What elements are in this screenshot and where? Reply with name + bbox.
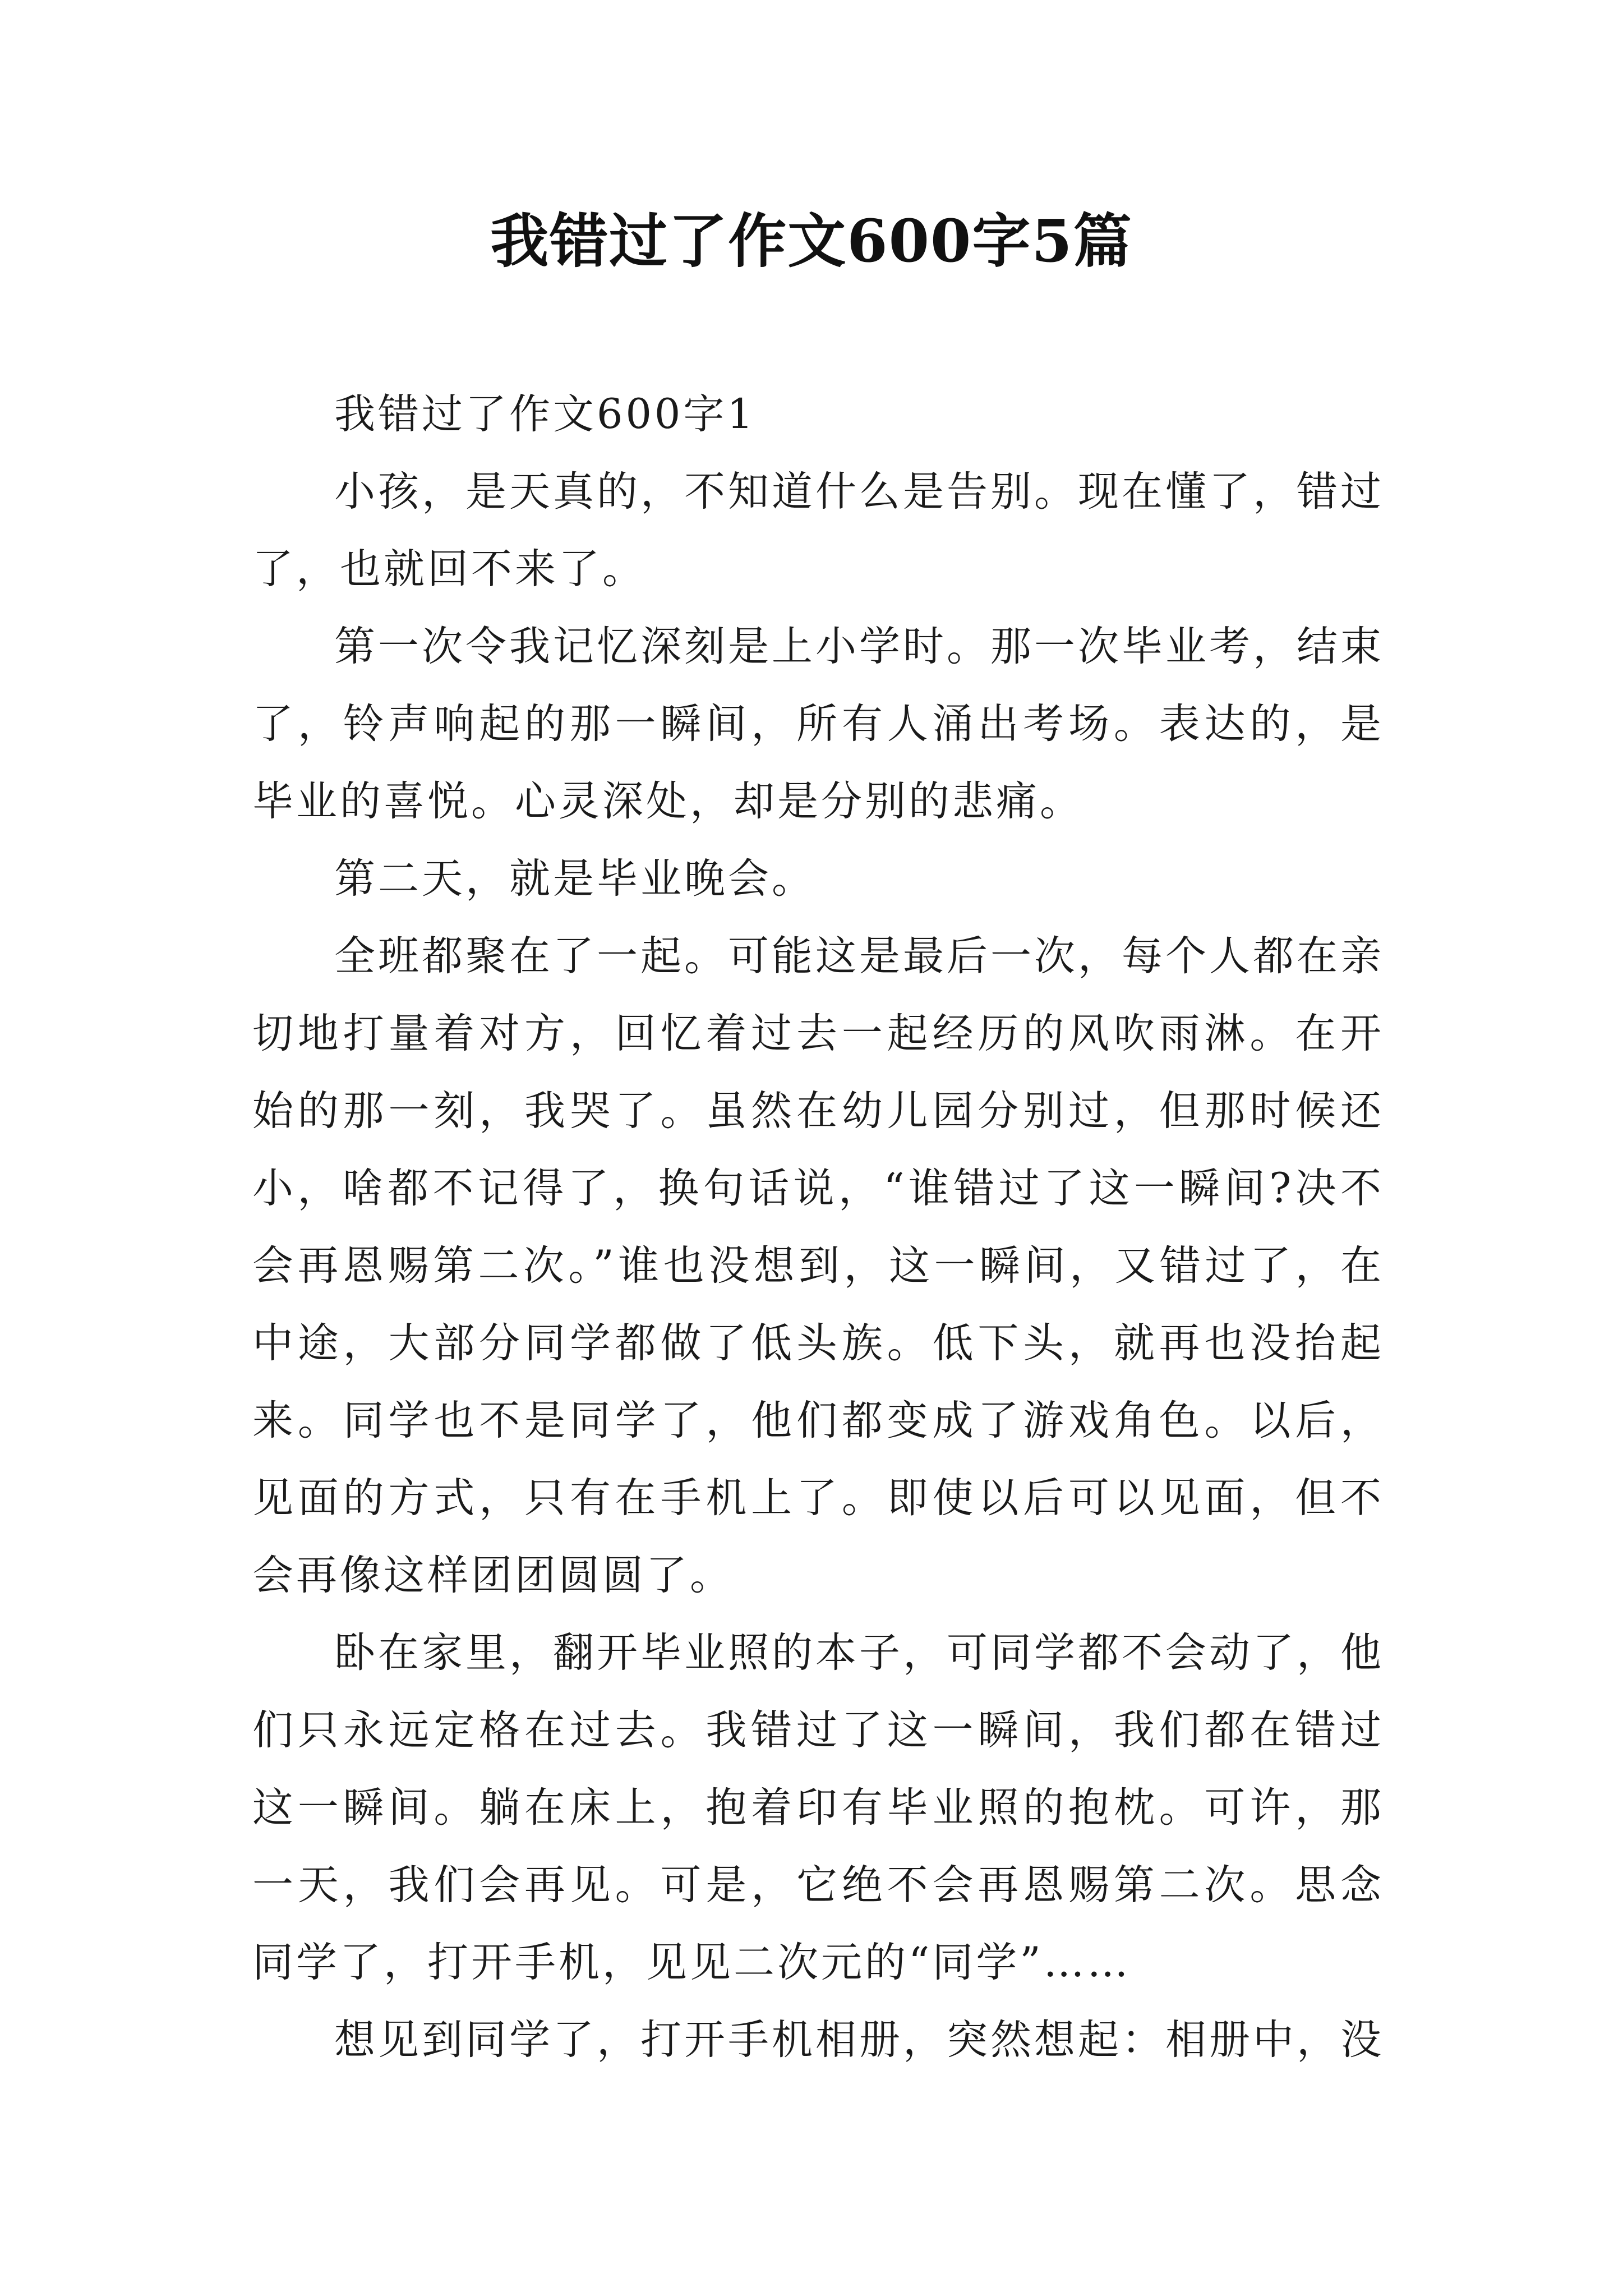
document-title: 我错过了作文600字5篇 xyxy=(490,206,1133,275)
paragraph: 全班都聚在了一起。可能这是最后一次，每个人都在亲切地打量着对方，回忆着过去一起经历的风吹雨淋。在开始的那一刻，我哭了。虽然在幼儿园分别过，但那时候还小，啥都不记得了，换句话说，“谁错过了这一瞬间?决不会再恩赐第二次。”谁也没想到，这一瞬间，又错过了，在中途，大部分同学都做了低头族。低下头，就再也没抬起来。同学也不是同学了，他们都变成了游戏角色。以后，见面的方式，只有在手机上了。即使以后可以见面，但不会再像这样团团圆圆了。 xyxy=(252,932,1384,1599)
essay-heading: 我错过了作文600字1 xyxy=(334,390,756,438)
paragraph: 第二天，就是毕业晚会。 xyxy=(334,855,815,903)
paragraph: 第一次令我记忆深刻是上小学时。那一次毕业考，结束了，铃声响起的那一瞬间，所有人涌出考场。表达的，是毕业的喜悦。心灵深处，却是分别的悲痛。 xyxy=(252,623,1384,825)
document-body xyxy=(252,376,1384,2079)
paragraph: 想见到同学了，打开手机相册，突然想起：相册中，没 xyxy=(334,2016,1384,2064)
paragraph: 卧在家里，翻开毕业照的本子，可同学都不会动了，他们只永远定格在过去。我错过了这一瞬间，我们都在错过这一瞬间。躺在床上，抱着印有毕业照的抱枕。可许，那一天，我们会再见。可是，它绝不会再恩赐第二次。思念同学了，打开手机，见见二次元的“同学”…… xyxy=(252,1629,1384,1986)
paragraph: 小孩，是天真的，不知道什么是告别。现在懂了，错过了，也就回不来了。 xyxy=(252,468,1384,593)
